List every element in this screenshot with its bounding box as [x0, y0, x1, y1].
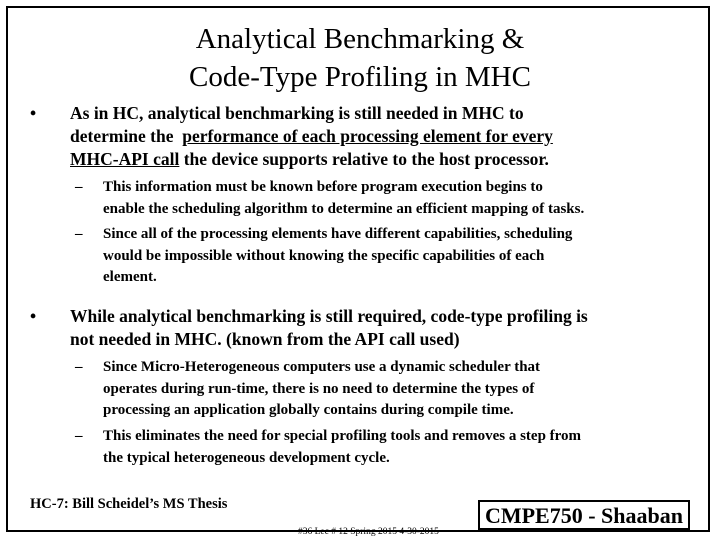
bullet-1-underlined-2: MHC-API call — [70, 149, 180, 169]
bullet-1-line-3 — [70, 148, 700, 171]
sub-bullet-2-1-line-3: processing an application globally contains during compile time. — [103, 402, 514, 418]
sub-bullet-2-2-line-2: the typical heterogeneous development cycle. — [103, 449, 390, 466]
sub-bullet-1-1-line-1: This information must be known before program execution begins to — [103, 179, 543, 195]
sub-bullet-2-2 — [75, 426, 703, 469]
sub-bullet-1-2-line-1: Since all of the processing elements have different capabilities, scheduling — [103, 226, 573, 242]
sub-bullet-2-1 — [75, 357, 703, 422]
sub-bullet-1-1 — [75, 177, 703, 220]
sub-bullet-1-2-marker: – — [75, 226, 83, 242]
sub-bullet-2-2-line-1: This eliminates the need for special profiling tools and removes a step from — [103, 428, 582, 444]
bullet-1-line-1: As in HC, analytical benchmarking is still needed in MHC to — [70, 103, 524, 123]
footer-source: HC-7: Bill Scheidel’s MS Thesis — [30, 496, 228, 512]
sub-bullet-1-1-line-2: enable the scheduling algorithm to determine an efficient mapping of tasks. — [103, 200, 585, 217]
bullet-1-underlined-1: performance of each processing element for every — [182, 126, 553, 146]
title-line-2: Code-Type Profiling in MHC — [189, 61, 531, 93]
course-badge: CMPE750 - Shaaban — [478, 500, 690, 530]
slide-title — [0, 20, 720, 96]
sub-bullet-2-1-marker: – — [75, 359, 83, 375]
sub-bullet-2-2-marker: – — [75, 428, 83, 444]
sub-bullet-2-1-line-1: Since Micro-Heterogeneous computers use a dynamic scheduler that — [103, 359, 541, 375]
title-line-1: Analytical Benchmarking & — [195, 23, 525, 55]
bullet-2-line-1: While analytical benchmarking is still required, code-type profiling is — [70, 306, 588, 326]
footer-slide-info: #36 Lec # 12 Spring 2015 4-30-2015 — [298, 527, 439, 537]
bullet-1-line-2 — [70, 125, 700, 148]
bullet-2 — [30, 305, 700, 351]
bullet-1-line-2-text: determine the — [70, 126, 174, 146]
sub-bullet-1-2 — [75, 224, 703, 289]
bullet-2-marker: • — [30, 306, 37, 326]
bullet-1-line-3-rest: the device supports relative to the host processor. — [179, 149, 549, 169]
bullet-2-line-2: not needed in MHC. (known from the API call used) — [70, 329, 460, 349]
sub-bullet-1-2-line-3: element. — [103, 269, 157, 285]
sub-bullet-1-1-marker: – — [75, 179, 83, 195]
sub-bullet-1-2-line-2: would be impossible without knowing the specific capabilities of each — [103, 247, 545, 264]
bullet-1-marker: • — [30, 103, 37, 123]
sub-bullet-2-1-line-2: operates during run-time, there is no need to determine the types of — [103, 380, 535, 397]
bullet-1 — [30, 102, 700, 171]
